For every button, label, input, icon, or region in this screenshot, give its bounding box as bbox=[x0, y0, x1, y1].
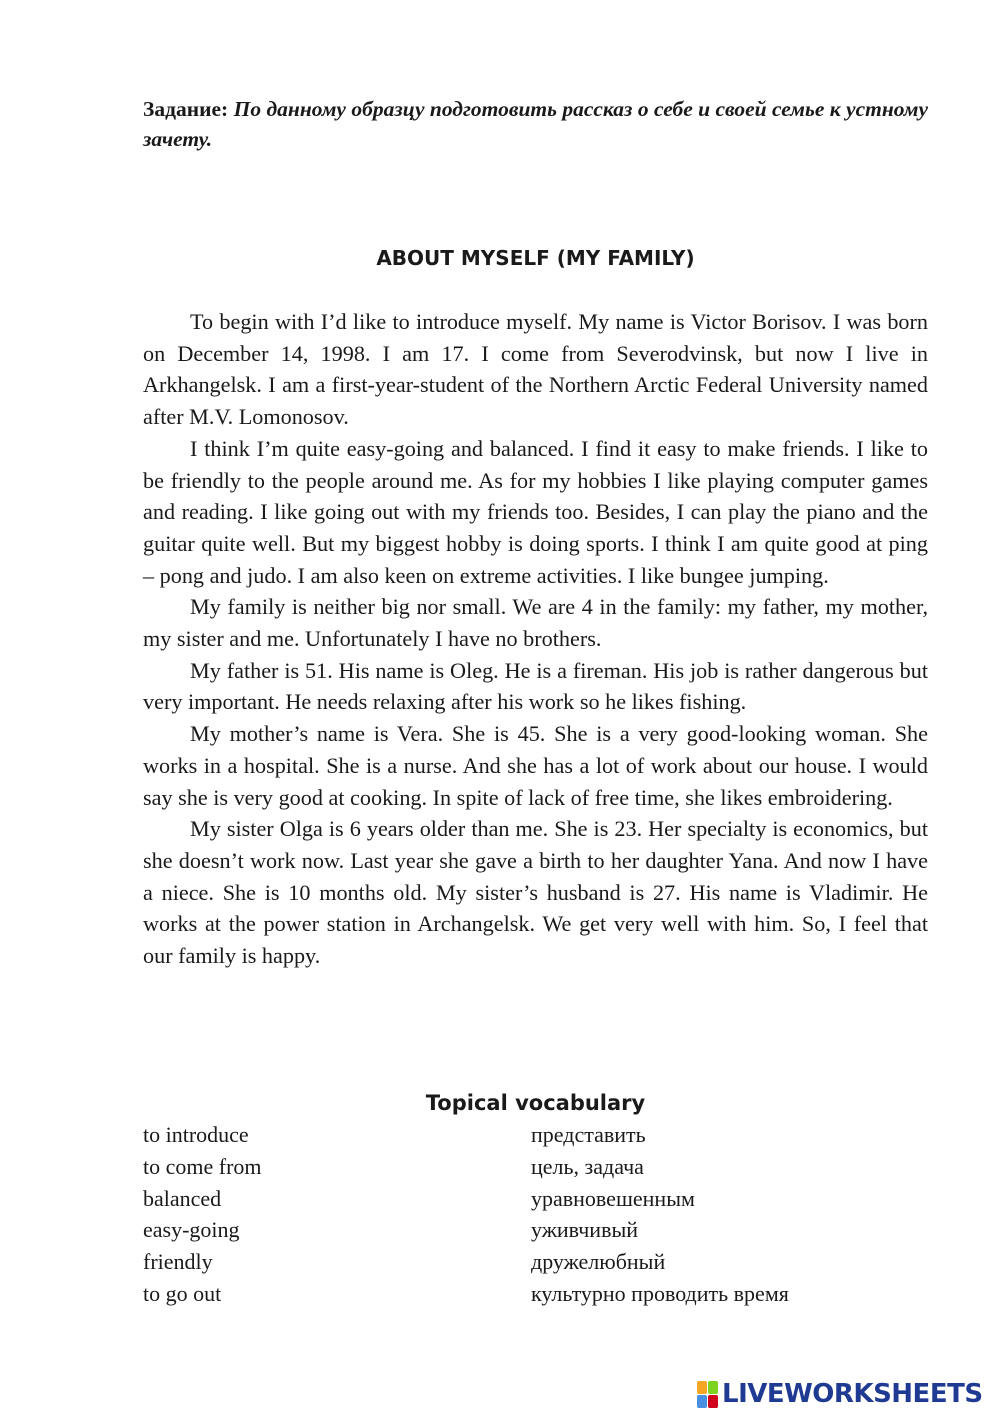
vocabulary-row bbox=[143, 1214, 928, 1246]
vocabulary-translation: дружелюбный bbox=[531, 1249, 666, 1275]
task-instruction bbox=[143, 94, 928, 154]
vocabulary-term: to introduce bbox=[143, 1122, 249, 1147]
vocabulary-translation: цель, задача bbox=[531, 1153, 644, 1179]
liveworksheets-logo[interactable] bbox=[697, 1378, 983, 1410]
paragraph: I think I’m quite easy-going and balanced. I find it easy to make friends. I like to be friendly to the people around me. As for my hobbies I like playing computer games and reading. I like going out with my friends too. Besides, I can play the piano and the guitar quite well. But my biggest hobby is doing sports. I think I am quite good at ping – pong and judo. I am also keen on extreme activities. I like bungee jumping. bbox=[143, 435, 928, 588]
vocabulary-term: balanced bbox=[143, 1185, 222, 1211]
vocabulary-term: to come from bbox=[143, 1153, 262, 1179]
logo-icon bbox=[697, 1380, 719, 1408]
vocabulary-term: to go out bbox=[143, 1280, 222, 1306]
vocabulary-row bbox=[143, 1246, 928, 1278]
vocabulary-title: Topical vocabulary bbox=[425, 1091, 646, 1115]
vocabulary-translation: уживчивый bbox=[531, 1217, 639, 1243]
paragraph: To begin with I’d like to introduce myself. My name is Victor Borisov. I was born on December 14, 1998. I am 17. I come from Severodvinsk, but now I live in Arkhangelsk. I am a first-year-student of the Northern Arctic Federal University named after M.V. Lomonosov. bbox=[143, 309, 928, 430]
vocabulary-row bbox=[143, 1119, 928, 1151]
paragraph: My sister Olga is 6 years older than me. She is 23. Her specialty is economics, but she doesn’t work now. Last year she gave a birth to her daughter Yana. And now I have a niece. She is 10 months old. My sister’s husband is 27. His name is Vladimir. He works at the power station in Archangelsk. We get very well with him. So, I feel that our family is happy. bbox=[143, 816, 928, 969]
vocabulary-translation: представить bbox=[531, 1122, 646, 1147]
page-title: ABOUT MYSELF (MY FAMILY) bbox=[376, 246, 695, 270]
vocabulary-row bbox=[143, 1278, 928, 1310]
task-label: Задание: bbox=[143, 97, 229, 121]
vocabulary-translation: культурно проводить время bbox=[531, 1280, 789, 1306]
story-text bbox=[143, 306, 928, 972]
logo-text: LIVEWORKSHEETS bbox=[722, 1379, 983, 1409]
vocabulary-row bbox=[143, 1151, 928, 1183]
paragraph: My family is neither big nor small. We are 4 in the family: my father, my mother, my sister and me. Unfortunately I have no brothers. bbox=[143, 594, 928, 652]
paragraph: My mother’s name is Vera. She is 45. She is a very good-looking woman. She works in a hospital. She is a nurse. And she has a lot of work about our house. I would say she is very good at cooking. In spite of lack of free time, she likes embroidering. bbox=[143, 721, 928, 810]
vocabulary-list bbox=[143, 1119, 928, 1310]
task-text: По данному образцу подготовить рассказ о себе и своей семье к устному зачету. bbox=[143, 97, 928, 151]
vocabulary-term: friendly bbox=[143, 1249, 213, 1275]
vocabulary-term: easy-going bbox=[143, 1217, 240, 1243]
paragraph: My father is 51. His name is Oleg. He is a fireman. His job is rather dangerous but very important. He needs relaxing after his work so he likes fishing. bbox=[143, 657, 928, 715]
vocabulary-translation: уравновешенным bbox=[531, 1185, 695, 1211]
vocabulary-row bbox=[143, 1183, 928, 1215]
